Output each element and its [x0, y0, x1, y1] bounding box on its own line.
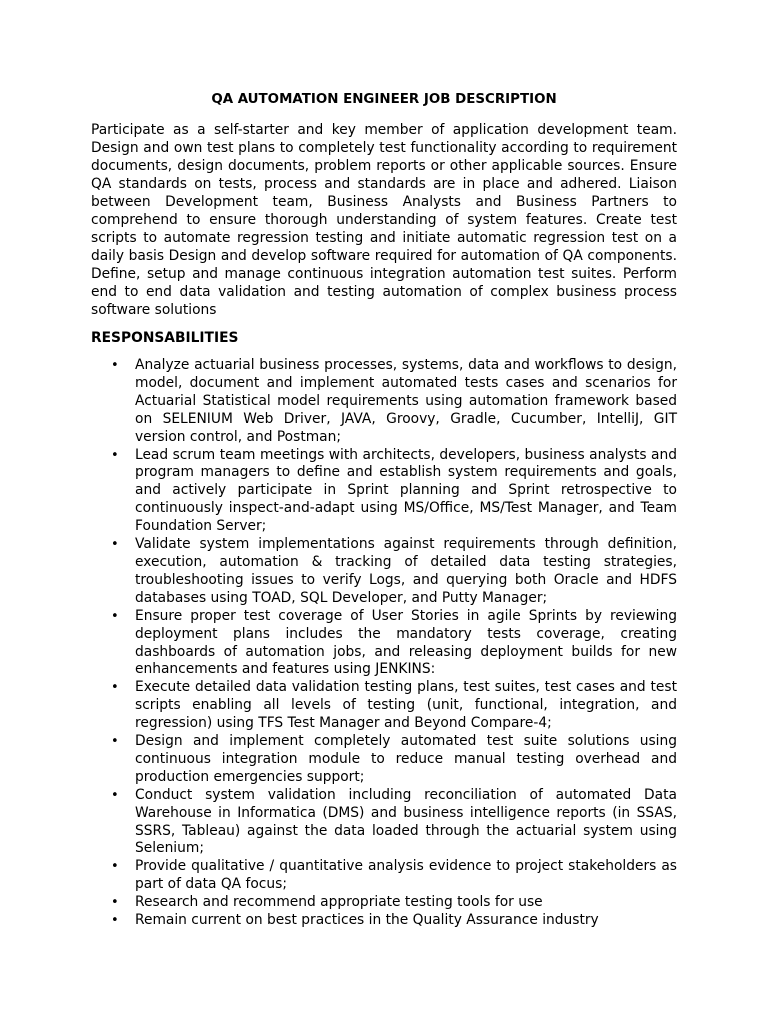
- intro-paragraph: Participate as a self-starter and key member of application development team. Design and own test plans to completely test functionality according to requirement documents, design documents, problem reports or other applicable sources. Ensure QA standards on tests, process and standards are in place and adhered. Liaison between Development team, Business Analysts and Business Partners to comprehend to ensure thorough understanding of system features. Create test scripts to automate regression testing and initiate automatic regression test on a daily basis Design and develop software required for automation of QA components. Define, setup and manage continuous integration automation test suites. Perform end to end data validation and testing automation of complex business process software solutions: [91, 122, 677, 318]
- bullet-icon: •: [111, 913, 119, 929]
- bullet-icon: •: [111, 608, 119, 624]
- list-item: [91, 679, 677, 733]
- list-item: [91, 733, 677, 787]
- list-item-text: Execute detailed data validation testing plans, test suites, test cases and test scripts enabling all levels of testing (unit, functional, integration, and regression) using TFS Test Manager and Beyond Compare-4;: [135, 679, 677, 732]
- list-item: [91, 447, 677, 537]
- list-item-text: Analyze actuarial business processes, systems, data and workflows to design, model, document and implement automated tests cases and scenarios for Actuarial Statistical model requirements using automation framework based on SELENIUM Web Driver, JAVA, Groovy, Gradle, Cucumber, IntelliJ, GIT version control, and Postman;: [135, 357, 677, 445]
- document-title: QA AUTOMATION ENGINEER JOB DESCRIPTION: [211, 92, 557, 107]
- list-item-text: Validate system implementations against requirements through definition, execution, automation & tracking of detailed data testing strategies, troubleshooting issues to verify Logs, and querying both Oracle and HDFS databases using TOAD, SQL Developer, and Putty Manager;: [135, 536, 677, 606]
- list-item-text: Provide qualitative / quantitative analysis evidence to project stakeholders as part of data QA focus;: [135, 858, 677, 893]
- document-page: [91, 91, 677, 930]
- list-item: [91, 536, 677, 608]
- list-item-text: Conduct system validation including reconciliation of automated Data Warehouse in Informatica (DMS) and business intelligence reports (in SSAS, SSRS, Tableau) against the data loaded through the actuarial system using Selenium;: [135, 786, 677, 857]
- bullet-icon: •: [111, 734, 119, 750]
- bullet-icon: •: [111, 895, 119, 911]
- list-item-text: Ensure proper test coverage of User Stories in agile Sprints by reviewing deployment plans includes the mandatory tests coverage, creating dashboards of automation jobs, and releasing deployment builds for new enhancements and features using JENKINS:: [135, 607, 677, 678]
- responsibilities-list: [91, 357, 677, 930]
- list-item: [91, 858, 677, 894]
- list-item: [91, 608, 677, 680]
- list-item-text: Lead scrum team meetings with architects, developers, business analysts and program managers to define and establish system requirements and goals, and actively participate in Sprint planning and Sprint retrospective to continuously inspect-and-adapt using MS/Office, MS/Test Manager, and Team Foundation Server;: [135, 446, 677, 535]
- list-item-text: Remain current on best practices in the Quality Assurance industry: [135, 912, 599, 929]
- list-item: [91, 894, 677, 912]
- list-item: [91, 357, 677, 447]
- bullet-icon: •: [111, 787, 119, 803]
- responsibilities-heading: RESPONSABILITIES: [91, 330, 239, 346]
- bullet-icon: •: [111, 358, 119, 373]
- bullet-icon: •: [111, 680, 119, 696]
- list-item: [91, 912, 677, 930]
- bullet-icon: •: [111, 447, 119, 463]
- list-item: [91, 787, 677, 859]
- list-item-text: Design and implement completely automated test suite solutions using continuous integration module to reduce manual testing overhead and production emergencies support;: [135, 733, 677, 785]
- list-item-text: Research and recommend appropriate testing tools for use: [135, 894, 543, 911]
- bullet-icon: •: [111, 859, 119, 875]
- bullet-icon: •: [111, 537, 119, 553]
